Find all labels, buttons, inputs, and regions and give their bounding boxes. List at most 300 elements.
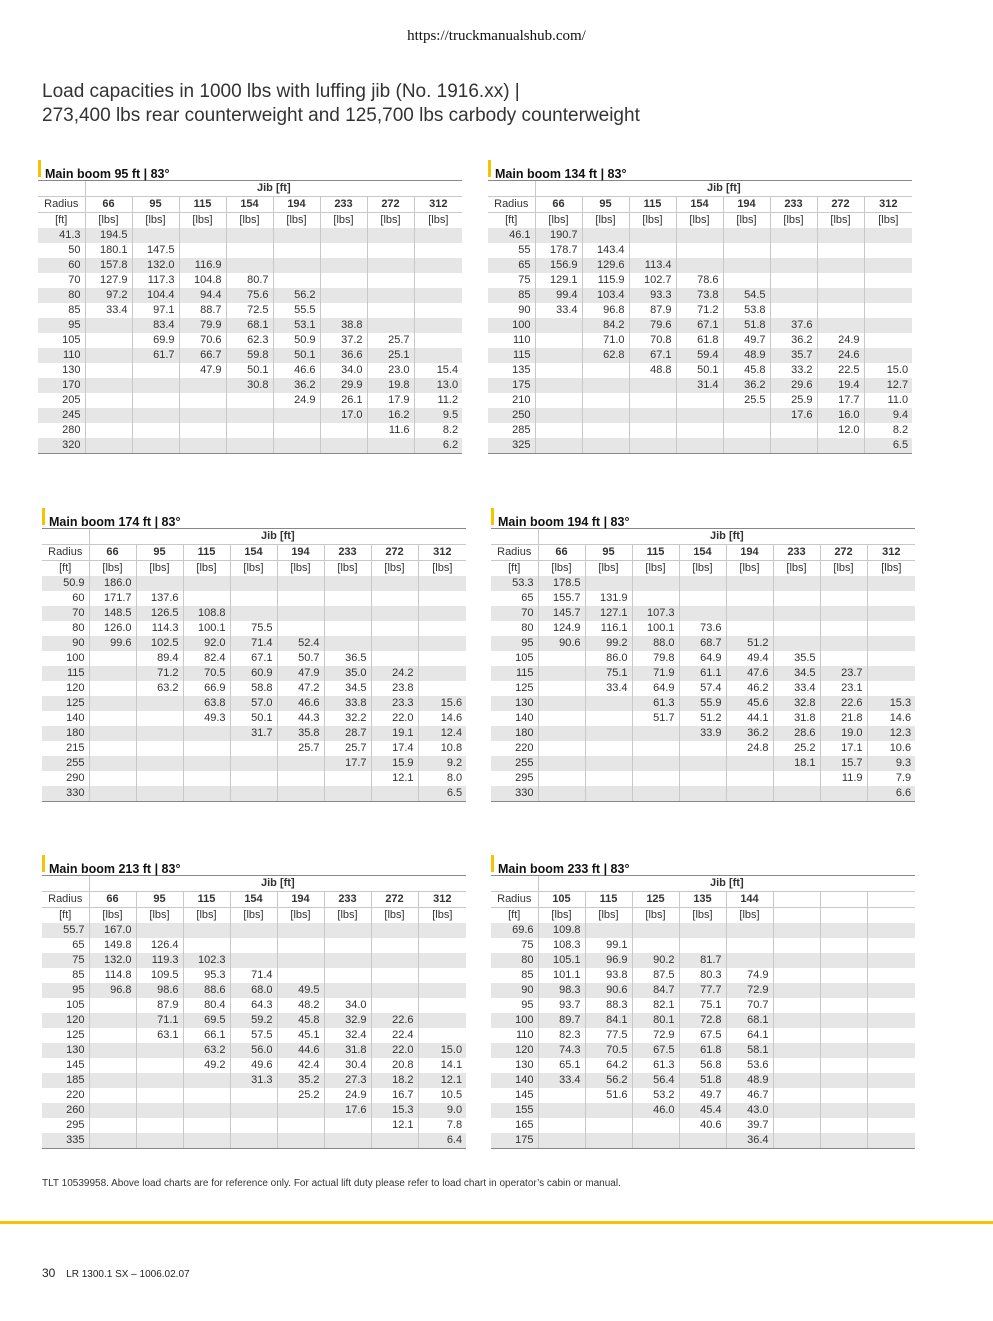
jib-length-header: 194 [723, 197, 770, 213]
capacity-cell [85, 393, 132, 408]
jib-length-header: 272 [817, 197, 864, 213]
radius-cell: 70 [42, 606, 89, 621]
capacity-cell: 33.4 [85, 303, 132, 318]
table-row [42, 786, 466, 802]
capacity-cell: 95.3 [183, 968, 230, 983]
radius-cell: 140 [491, 1073, 538, 1088]
jib-length-header: 115 [183, 545, 230, 561]
capacity-cell [136, 786, 183, 802]
capacity-cell [582, 228, 629, 243]
capacity-cell: 44.1 [726, 711, 773, 726]
capacity-cell: 71.4 [230, 636, 277, 651]
capacity-cell: 9.0 [418, 1103, 466, 1118]
capacity-cell: 12.4 [418, 726, 466, 741]
jib-length-header: 233 [320, 197, 367, 213]
capacity-cell [230, 786, 277, 802]
capacity-cell [371, 591, 418, 606]
capacity-cell [324, 606, 371, 621]
capacity-cell: 15.9 [371, 756, 418, 771]
capacity-cell: 17.0 [320, 408, 367, 423]
radius-cell: 175 [491, 1133, 538, 1149]
table-row [42, 591, 466, 606]
capacity-cell [582, 423, 629, 438]
capacity-cell: 63.8 [183, 696, 230, 711]
capacity-cell [867, 681, 915, 696]
jib-header: Jib [ft] [85, 181, 462, 197]
capacity-cell [183, 1118, 230, 1133]
capacity-cell [89, 1058, 136, 1073]
capacity-cell: 96.9 [585, 953, 632, 968]
radius-cell: 95 [491, 636, 538, 651]
jib-length-header: 194 [277, 892, 324, 908]
capacity-cell: 104.4 [132, 288, 179, 303]
capacity-cell [273, 438, 320, 454]
capacity-cell: 12.7 [864, 378, 912, 393]
table-row [42, 606, 466, 621]
capacity-cell: 23.7 [820, 666, 867, 681]
capacity-cell: 25.7 [367, 333, 414, 348]
radius-cell: 330 [42, 786, 89, 802]
capacity-cell: 67.5 [679, 1028, 726, 1043]
capacity-cell: 92.0 [183, 636, 230, 651]
capacity-cell [773, 1073, 820, 1088]
capacity-cell: 51.8 [723, 318, 770, 333]
capacity-cell: 88.0 [632, 636, 679, 651]
load-unit: [lbs] [723, 213, 770, 229]
table-row [42, 756, 466, 771]
radius-cell: 100 [66, 652, 85, 664]
capacity-cell: 67.1 [676, 318, 723, 333]
capacity-cell: 127.9 [85, 273, 132, 288]
capacity-cell: 56.8 [679, 1058, 726, 1073]
capacity-cell: 34.5 [773, 666, 820, 681]
capacity-cell [136, 771, 183, 786]
radius-cell: 295 [66, 1119, 85, 1131]
capacity-cell [582, 408, 629, 423]
radius-cell: 130 [42, 1043, 89, 1058]
load-capacity-table [42, 875, 466, 1149]
capacity-cell [230, 953, 277, 968]
capacity-cell: 34.5 [324, 681, 371, 696]
capacity-cell: 9.4 [864, 408, 912, 423]
capacity-cell [320, 288, 367, 303]
capacity-cell: 14.6 [867, 711, 915, 726]
capacity-cell: 7.9 [867, 771, 915, 786]
capacity-cell: 15.7 [820, 756, 867, 771]
capacity-cell: 17.6 [770, 408, 817, 423]
capacity-cell [820, 938, 867, 953]
capacity-cell [89, 651, 136, 666]
capacity-cell: 190.7 [535, 228, 582, 243]
capacity-cell: 81.7 [679, 953, 726, 968]
capacity-cell [414, 228, 462, 243]
capacity-cell [726, 756, 773, 771]
capacity-cell: 40.6 [679, 1118, 726, 1133]
capacity-cell [226, 408, 273, 423]
capacity-cell: 32.8 [773, 696, 820, 711]
capacity-cell: 87.5 [632, 968, 679, 983]
radius-cell: 250 [488, 408, 535, 423]
capacity-cell [817, 273, 864, 288]
capacity-cell: 56.0 [230, 1043, 277, 1058]
capacity-cell [864, 333, 912, 348]
table-row [42, 651, 466, 666]
capacity-cell: 33.4 [773, 681, 820, 696]
load-unit: [lbs] [320, 213, 367, 229]
table-row [38, 348, 462, 363]
capacity-cell [773, 983, 820, 998]
capacity-cell [867, 953, 915, 968]
capacity-cell: 17.4 [371, 741, 418, 756]
radius-cell: 69.6 [491, 923, 538, 938]
capacity-cell: 87.9 [629, 303, 676, 318]
capacity-cell [538, 1103, 585, 1118]
accent-bar [488, 160, 491, 177]
capacity-cell [820, 983, 867, 998]
capacity-cell [582, 438, 629, 454]
capacity-cell [864, 303, 912, 318]
radius-cell: 70 [68, 274, 81, 286]
capacity-cell: 143.4 [582, 243, 629, 258]
capacity-cell [418, 923, 466, 938]
capacity-cell: 10.5 [418, 1088, 466, 1103]
capacity-cell: 149.8 [89, 938, 136, 953]
capacity-cell: 25.5 [723, 393, 770, 408]
capacity-cell: 64.9 [632, 681, 679, 696]
capacity-cell [820, 576, 867, 591]
capacity-cell [585, 1103, 632, 1118]
capacity-cell [676, 438, 723, 454]
source-url[interactable]: https://truckmanualshub.com/ [407, 28, 586, 44]
capacity-cell [867, 1058, 915, 1073]
radius-cell: 80 [491, 953, 538, 968]
capacity-cell: 101.1 [538, 968, 585, 983]
capacity-cell [324, 621, 371, 636]
capacity-cell: 71.1 [136, 1013, 183, 1028]
capacity-cell [629, 438, 676, 454]
radius-unit: [ft] [488, 213, 535, 229]
capacity-cell: 50.1 [226, 363, 273, 378]
capacity-cell [726, 606, 773, 621]
capacity-cell [367, 303, 414, 318]
radius-cell: 105 [66, 999, 85, 1011]
capacity-cell: 93.7 [538, 998, 585, 1013]
capacity-cell [183, 591, 230, 606]
capacity-cell [726, 576, 773, 591]
capacity-cell [632, 726, 679, 741]
capacity-cell [179, 228, 226, 243]
capacity-cell: 126.5 [136, 606, 183, 621]
radius-cell: 205 [62, 394, 81, 406]
capacity-cell: 46.6 [273, 363, 320, 378]
radius-cell: 130 [515, 1059, 534, 1071]
load-unit: [lbs] [136, 908, 183, 924]
load-unit: [lbs] [632, 908, 679, 924]
capacity-cell [418, 953, 466, 968]
capacity-cell [585, 923, 632, 938]
capacity-cell [273, 273, 320, 288]
capacity-cell [320, 438, 367, 454]
capacity-cell [867, 1133, 915, 1149]
capacity-cell: 52.4 [277, 636, 324, 651]
jib-length-header: 194 [726, 545, 773, 561]
capacity-cell [230, 771, 277, 786]
capacity-cell [773, 938, 820, 953]
capacity-cell: 35.7 [770, 348, 817, 363]
load-unit: [lbs] [817, 213, 864, 229]
load-unit [773, 908, 820, 924]
load-unit: [lbs] [371, 561, 418, 577]
capacity-cell: 51.6 [585, 1088, 632, 1103]
capacity-cell [277, 1133, 324, 1149]
table-row [491, 1028, 915, 1043]
capacity-cell: 14.1 [418, 1058, 466, 1073]
capacity-cell: 12.3 [867, 726, 915, 741]
capacity-cell: 56.2 [585, 1073, 632, 1088]
capacity-cell [367, 243, 414, 258]
capacity-cell [230, 1103, 277, 1118]
capacity-cell: 97.1 [132, 303, 179, 318]
capacity-cell: 51.8 [679, 1073, 726, 1088]
table-row [38, 333, 462, 348]
capacity-cell [773, 636, 820, 651]
load-unit: [lbs] [132, 213, 179, 229]
capacity-cell: 35.5 [773, 651, 820, 666]
capacity-cell [183, 938, 230, 953]
jib-length-header: 312 [414, 197, 462, 213]
jib-header: Jib [ft] [538, 876, 915, 892]
radius-unit: [ft] [42, 908, 89, 924]
table-row [488, 333, 912, 348]
capacity-cell: 49.2 [183, 1058, 230, 1073]
jib-length-header: 144 [726, 892, 773, 908]
radius-cell: 295 [515, 772, 534, 784]
capacity-cell [538, 786, 585, 802]
capacity-cell [770, 273, 817, 288]
capacity-cell: 10.6 [867, 741, 915, 756]
capacity-cell [89, 1043, 136, 1058]
load-unit: [lbs] [867, 561, 915, 577]
capacity-cell: 77.5 [585, 1028, 632, 1043]
capacity-cell [585, 741, 632, 756]
capacity-cell: 127.1 [585, 606, 632, 621]
radius-unit: [ft] [491, 908, 538, 924]
capacity-cell [679, 923, 726, 938]
capacity-cell [773, 953, 820, 968]
radius-header: Radius [491, 892, 538, 908]
table-title [491, 855, 915, 875]
capacity-cell [230, 938, 277, 953]
capacity-cell [324, 923, 371, 938]
table-row [42, 741, 466, 756]
load-capacity-table [491, 528, 915, 802]
jib-length-row [42, 892, 466, 908]
unit-row [491, 908, 915, 924]
capacity-cell [273, 243, 320, 258]
load-unit: [lbs] [538, 908, 585, 924]
capacity-cell [136, 741, 183, 756]
capacity-cell: 90.2 [632, 953, 679, 968]
capacity-cell: 19.4 [817, 378, 864, 393]
capacity-cell: 108.8 [183, 606, 230, 621]
capacity-cell: 94.4 [179, 288, 226, 303]
table-row [488, 318, 912, 333]
capacity-cell [367, 273, 414, 288]
table-row [491, 576, 915, 591]
capacity-cell: 72.5 [226, 303, 273, 318]
capacity-cell: 105.1 [538, 953, 585, 968]
capacity-cell: 74.3 [538, 1043, 585, 1058]
capacity-cell: 38.8 [320, 318, 367, 333]
capacity-cell: 100.1 [632, 621, 679, 636]
capacity-cell [136, 1088, 183, 1103]
radius-cell: 220 [66, 1089, 85, 1101]
load-unit: [lbs] [277, 561, 324, 577]
capacity-cell [414, 318, 462, 333]
capacity-cell: 26.1 [320, 393, 367, 408]
capacity-cell: 11.6 [367, 423, 414, 438]
jib-length-header: 272 [371, 545, 418, 561]
table-row [488, 423, 912, 438]
capacity-cell: 9.3 [867, 756, 915, 771]
radius-cell: 145 [66, 1059, 85, 1071]
capacity-cell: 75.1 [679, 998, 726, 1013]
capacity-cell [320, 228, 367, 243]
jib-length-header: 194 [277, 545, 324, 561]
capacity-cell [867, 606, 915, 621]
capacity-cell: 17.7 [324, 756, 371, 771]
capacity-cell [371, 938, 418, 953]
table-row [491, 938, 915, 953]
capacity-cell [89, 681, 136, 696]
radius-cell: 255 [42, 756, 89, 771]
capacity-cell [585, 696, 632, 711]
capacity-cell: 50.1 [273, 348, 320, 363]
table-row [491, 1043, 915, 1058]
capacity-cell [183, 771, 230, 786]
jib-length-header: 66 [89, 892, 136, 908]
capacity-cell [867, 1088, 915, 1103]
capacity-cell [817, 303, 864, 318]
table-row [491, 968, 915, 983]
capacity-cell [867, 923, 915, 938]
radius-cell: 180 [42, 726, 89, 741]
capacity-cell: 35.2 [277, 1073, 324, 1088]
capacity-cell [324, 576, 371, 591]
radius-cell: 100 [491, 1013, 538, 1028]
capacity-cell [679, 606, 726, 621]
table-row [491, 741, 915, 756]
capacity-cell: 88.7 [179, 303, 226, 318]
capacity-cell: 80.1 [632, 1013, 679, 1028]
jib-length-header: 66 [538, 545, 585, 561]
capacity-cell [773, 1133, 820, 1149]
radius-cell: 85 [521, 969, 534, 981]
table-row [488, 408, 912, 423]
capacity-cell: 53.8 [723, 303, 770, 318]
capacity-cell: 33.9 [679, 726, 726, 741]
capacity-cell [820, 998, 867, 1013]
capacity-cell: 39.7 [726, 1118, 773, 1133]
capacity-cell [371, 651, 418, 666]
capacity-cell: 102.7 [629, 273, 676, 288]
capacity-cell [632, 1133, 679, 1149]
capacity-cell: 102.5 [136, 636, 183, 651]
radius-cell: 75 [521, 939, 534, 951]
jib-length-header: 194 [273, 197, 320, 213]
load-unit: [lbs] [324, 908, 371, 924]
reference-note: TLT 10539958. Above load charts are for reference only. For actual lift duty please refer to load chart in operator’s cabin or manual. [42, 1178, 621, 1189]
load-unit: [lbs] [367, 213, 414, 229]
load-unit [867, 908, 915, 924]
capacity-cell: 55.5 [273, 303, 320, 318]
capacity-cell: 58.1 [726, 1043, 773, 1058]
capacity-cell [136, 1043, 183, 1058]
capacity-cell: 96.8 [582, 303, 629, 318]
capacity-cell: 66.7 [179, 348, 226, 363]
capacity-cell: 155.7 [538, 591, 585, 606]
capacity-cell: 71.0 [582, 333, 629, 348]
capacity-cell: 16.2 [367, 408, 414, 423]
capacity-cell: 72.9 [632, 1028, 679, 1043]
capacity-cell [679, 1133, 726, 1149]
capacity-cell [820, 1133, 867, 1149]
capacity-cell: 25.9 [770, 393, 817, 408]
load-unit: [lbs] [676, 213, 723, 229]
capacity-cell [183, 1073, 230, 1088]
capacity-cell [820, 1103, 867, 1118]
capacity-cell: 102.3 [183, 953, 230, 968]
table-row [42, 923, 466, 938]
capacity-cell [418, 606, 466, 621]
capacity-cell: 6.5 [864, 438, 912, 454]
capacity-cell: 24.9 [324, 1088, 371, 1103]
capacity-cell: 49.4 [726, 651, 773, 666]
capacity-cell [773, 576, 820, 591]
table-row [42, 681, 466, 696]
capacity-cell [538, 741, 585, 756]
page-title [42, 80, 942, 128]
capacity-cell [726, 923, 773, 938]
capacity-cell: 63.1 [136, 1028, 183, 1043]
capacity-cell [179, 243, 226, 258]
capacity-cell [418, 968, 466, 983]
table-row [42, 998, 466, 1013]
capacity-cell [324, 1118, 371, 1133]
capacity-cell [538, 681, 585, 696]
table-row [491, 606, 915, 621]
capacity-cell: 19.1 [371, 726, 418, 741]
capacity-cell [136, 1118, 183, 1133]
radius-cell: 120 [42, 1013, 89, 1028]
capacity-cell: 157.8 [85, 258, 132, 273]
radius-cell: 120 [491, 1043, 538, 1058]
radius-cell: 110 [515, 1029, 534, 1041]
capacity-cell [226, 393, 273, 408]
capacity-cell: 33.4 [538, 1073, 585, 1088]
capacity-cell: 7.8 [418, 1118, 466, 1133]
capacity-cell: 23.1 [820, 681, 867, 696]
load-unit: [lbs] [726, 908, 773, 924]
radius-cell: 140 [66, 712, 85, 724]
load-unit: [lbs] [85, 213, 132, 229]
capacity-cell: 8.2 [864, 423, 912, 438]
capacity-cell: 132.0 [132, 258, 179, 273]
table-row [38, 228, 462, 243]
table-row [42, 1058, 466, 1073]
capacity-cell [418, 636, 466, 651]
capacity-cell [183, 1088, 230, 1103]
